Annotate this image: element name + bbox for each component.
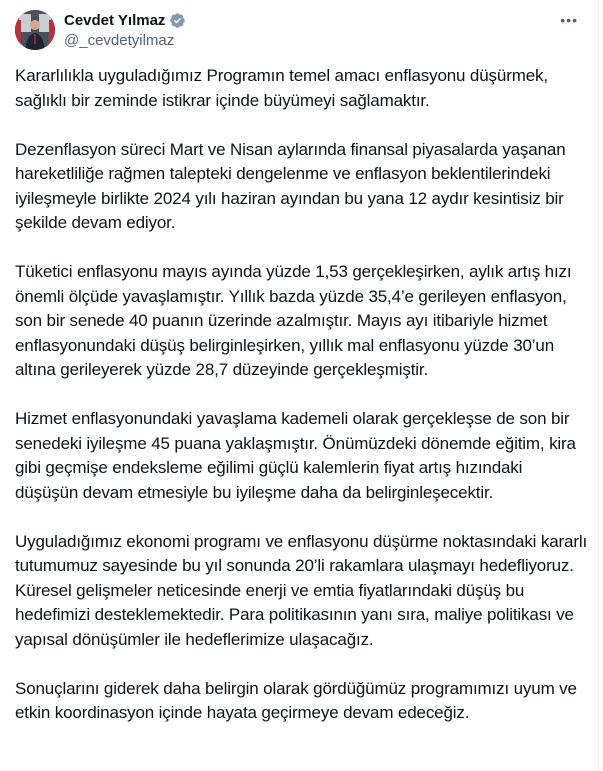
author-display-name-row[interactable] bbox=[64, 11, 186, 30]
tweet-paragraph: Kararlılıkla uyguladığımız Programın temel amacı enflasyonu düşürmek, sağlıklı bir zeminde istikrar içinde büyümeyi sağlamaktır. bbox=[15, 66, 548, 110]
tweet-text bbox=[15, 64, 590, 750]
avatar[interactable] bbox=[15, 10, 55, 50]
more-options-button[interactable]: ••• bbox=[560, 12, 578, 28]
author-display-name[interactable]: Cevdet Yılmaz bbox=[64, 12, 166, 29]
tweet-paragraph: Dezenflasyon süreci Mart ve Nisan aylarında finansal piyasalarda yaşanan hareketliliğe rağmen talepteki dengelenme ve enflasyon beklentilerindeki iyileşmeyle birlikte 2024 yılı haziran ayından bu yana 12 aydır kesintisiz bir şekilde devam ediyor. bbox=[15, 139, 566, 232]
tweet-paragraph: Tüketici enflasyonu mayıs ayında yüzde 1,53 gerçekleşirken, aylık artış hızı önemli ölçüde yavaşlamıştır. Yıllık bazda yüzde 35,4’e gerileyen enflasyon, son bir senede 40 puanın üzerinde azalmıştır. Mayıs ayı itibariyle hizmet enflasyonundaki düşüş belirginleşirken, yıllık mal enflasyonu yüzde 30’un altına gerileyerek yüzde 28,7 düzeyinde gerçekleşmiştir. bbox=[15, 262, 572, 379]
verified-badge-icon bbox=[169, 12, 186, 29]
tweet-header bbox=[15, 10, 583, 52]
tweet-paragraph: Uyguladığımız ekonomi programı ve enflasyonu düşürme noktasındaki kararlı tutumumuz sayesinde bu yıl sonunda 20’li rakamlara ulaşmayı hedefliyoruz. Küresel gelişmeler neticesinde enerji ve emtia fiyatlarındaki düşüş bu hedefimizi desteklemektedir. Para politikasının yanı sıra, maliye politikası ve yapısal dönüşümler ile hedeflerimize ulaşacağız. bbox=[15, 531, 588, 649]
tweet-paragraph: Hizmet enflasyonundaki yavaşlama kademeli olarak gerçekleşse de son bir senedeki iyileşme 45 puana yaklaşmıştır. Önümüzdeki dönemde eğitim, kira gibi geçmişe endeksleme eğilimi güçlü kalemlerin fiyat artış hızındaki düşüşün devam etmesiyle bu iyileşme daha da belirginleşecektir. bbox=[15, 409, 576, 502]
author-handle[interactable]: @_cevdetyilmaz bbox=[64, 32, 175, 49]
tweet-paragraph: Sonuçlarını giderek daha belirgin olarak gördüğümüz programımızı uyum ve etkin koordinasyon içinde hayata geçirmeye devam edeceğiz. bbox=[15, 678, 577, 722]
profile-photo-icon bbox=[15, 10, 55, 50]
column-border bbox=[598, 0, 599, 771]
